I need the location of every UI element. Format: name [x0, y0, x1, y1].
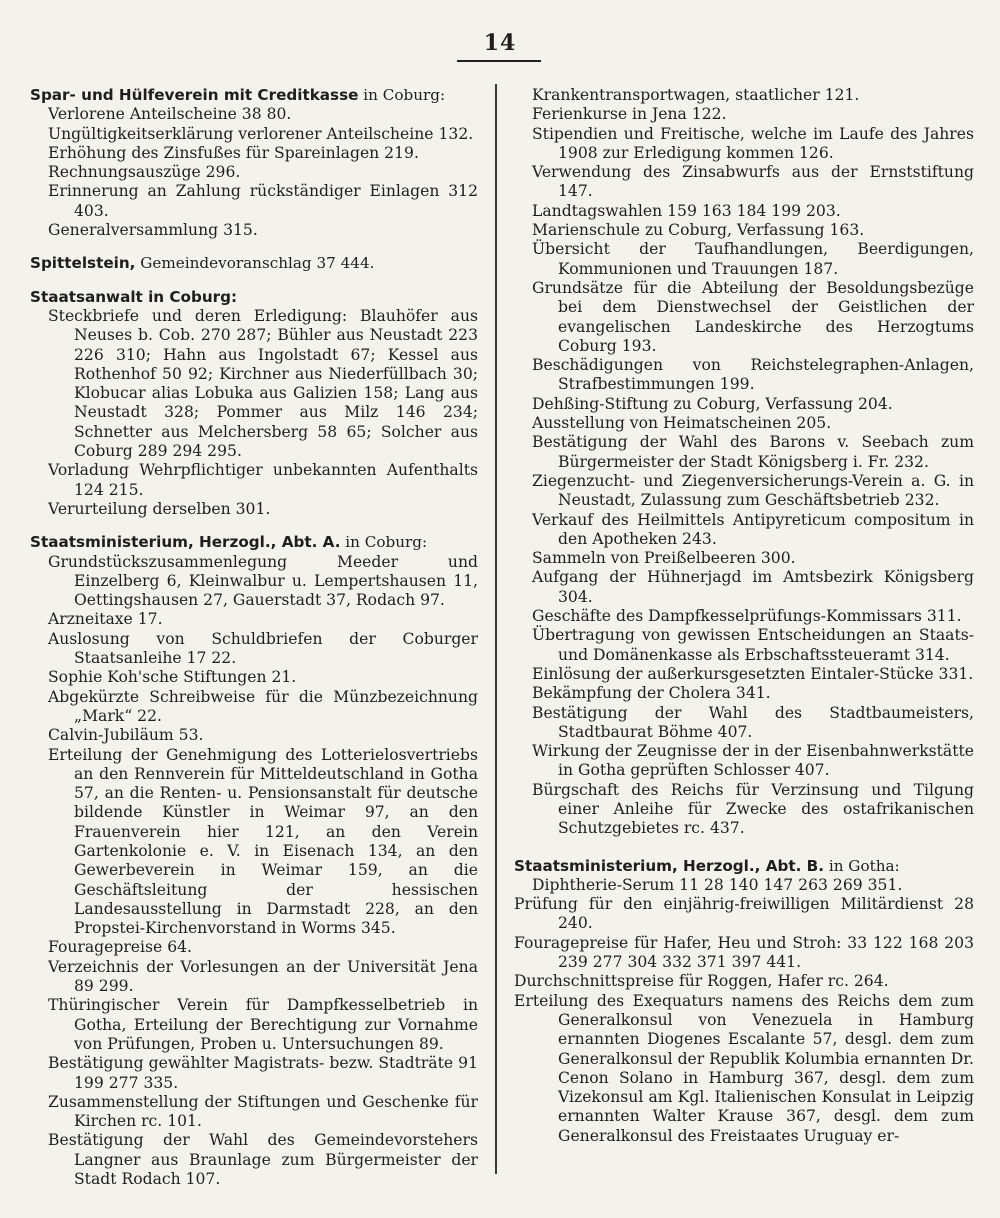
section-heading: Spittelstein, Gemeindevoranschlag 37 444. — [30, 254, 375, 273]
index-entry: Sophie Koh'sche Stiftungen 21. — [48, 668, 297, 687]
continued-entries — [514, 86, 974, 839]
section-spittelstein — [30, 254, 478, 273]
index-entry: Grundsätze für die Abteilung der Besoldungsbezüge bei dem Dienstwechsel der Geistlichen der evangelischen Landeskirche des Herzogtums Coburg 193. — [532, 278, 974, 355]
index-entry: Ungültigkeitserklärung verlorener Anteilscheine 132. — [48, 124, 474, 143]
index-entry: Aufgang der Hühnerjagd im Amtsbezirk Königsberg 304. — [532, 568, 974, 606]
index-entry: Landtagswahlen 159 163 184 199 203. — [532, 201, 841, 220]
section-staatsministerium-abt-b — [514, 857, 974, 1146]
index-entry: Bürgschaft des Reichs für Verzinsung und Tilgung einer Anleihe für Zwecke des ostafrikanischen Schutzgebietes rc. 437. — [532, 780, 974, 838]
index-entry: Bekämpfung der Cholera 341. — [532, 684, 771, 703]
index-entry: Bestätigung der Wahl des Stadtbaumeisters, Stadtbaurat Böhme 407. — [532, 703, 974, 741]
section-staatsanwalt — [30, 288, 478, 520]
section-heading: Staatsministerium, Herzogl., Abt. B. in Gotha: — [514, 856, 900, 875]
index-entry: Krankentransportwagen, staatlicher 121. — [532, 86, 860, 104]
index-entry: Verurteilung derselben 301. — [48, 499, 271, 518]
index-entry: Prüfung für den einjährig-freiwilligen Militärdienst 28 240. — [514, 895, 974, 933]
index-entry: Zusammenstellung der Stiftungen und Geschenke für Kirchen rc. 101. — [48, 1092, 478, 1131]
index-entry: Sammeln von Preißelbeeren 300. — [532, 549, 796, 568]
index-entry: Abgekürzte Schreibweise für die Münzbezeichnung „Mark“ 22. — [48, 687, 478, 725]
right-column — [514, 86, 974, 1160]
left-column — [30, 86, 478, 1203]
index-entry: Erteilung der Genehmigung des Lotterielosvertriebs an den Rennverein für Mitteldeutschland in Gotha 57, an die Renten- u. Pensionsanstalt für deutsche bildende Künstler in Weimar 97, an den Frauenverein hier 121, an den Verein Gartenkolonie e. V. in Eisenach 134, an den Gewerbeverein in Weimar 159, an die Geschäftsleitung der hessischen Landesausstellung in Darmstadt 228, an den Propstei-Kirchenvorstand in Worms 345. — [48, 745, 478, 938]
index-entry: Bestätigung der Wahl des Gemeindevorstehers Langner aus Braunlage zum Bürgermeister der Stadt Rodach 107. — [48, 1131, 478, 1189]
index-entry: Calvin-Jubiläum 53. — [48, 726, 204, 745]
index-entry: Vorladung Wehrpflichtiger unbekannten Aufenthalts 124 215. — [48, 461, 478, 499]
section-heading: Staatsanwalt in Coburg: — [30, 287, 238, 306]
index-entry: Übertragung von gewissen Entscheidungen an Staats- und Domänenkasse als Erbschaftssteueramt 314. — [532, 626, 974, 664]
index-entry: Ziegenzucht- und Ziegenversicherungs-Verein a. G. in Neustadt, Zulassung zum Geschäftsbetrieb 232. — [532, 471, 974, 510]
index-entry: Beschädigungen von Reichstelegraphen-Anlagen, Strafbestimmungen 199. — [532, 356, 974, 394]
index-entry: Einlösung der außerkursgesetzten Eintaler-Stücke 331. — [532, 664, 974, 683]
index-entry: Bestätigung der Wahl des Barons v. Seebach zum Bürgermeister der Stadt Königsberg i. Fr. 232. — [532, 433, 974, 471]
index-entry: Fouragepreise 64. — [48, 938, 192, 957]
index-entry: Verlorene Anteilscheine 38 80. — [48, 105, 292, 124]
index-entry: Generalversammlung 315. — [48, 221, 258, 240]
header-rule — [457, 60, 541, 62]
section-spar-huelfeverein — [30, 86, 478, 240]
index-entry: Verzeichnis der Vorlesungen an der Universität Jena 89 299. — [48, 957, 478, 996]
index-entry: Marienschule zu Coburg, Verfassung 163. — [532, 221, 865, 240]
index-entry: Erhöhung des Zinsfußes für Spareinlagen 219. — [48, 143, 419, 162]
index-entry: Verwendung des Zinsabwurfs aus der Ernststiftung 147. — [532, 163, 974, 201]
index-entry: Durchschnittspreise für Roggen, Hafer rc. 264. — [514, 972, 889, 991]
index-entry: Erinnerung an Zahlung rückständiger Einlagen 312 403. — [48, 182, 478, 220]
index-entry: Steckbriefe und deren Erledigung: Blauhöfer aus Neuses b. Cob. 270 287; Bühler aus Neustadt 223 226 310; Hahn aus Ingolstadt 67; Kessel aus Rothenhof 50 92; Kirchner aus Niederfüllbach 30; Klobucar alias Lobuka aus Galizien 158; Lang aus Neustadt 328; Pommer aus Milz 146 234; Schnetter aus Melchersberg 58 65; Solcher aus Coburg 289 294 295. — [48, 306, 478, 461]
section-heading: Spar- und Hülfeverein mit Creditkasse in Coburg: — [30, 86, 446, 104]
index-entry: Grundstückszusammenlegung Meeder und Einzelberg 6, Kleinwalbur u. Lempertshausen 11, Oettingshausen 27, Gauerstadt 37, Rodach 97. — [48, 552, 478, 610]
index-entry: Dehßing-Stiftung zu Coburg, Verfassung 204. — [532, 394, 893, 413]
section-heading: Staatsministerium, Herzogl., Abt. A. in Coburg: — [30, 533, 428, 552]
index-entry: Rechnungsauszüge 296. — [48, 163, 241, 182]
index-entry: Thüringischer Verein für Dampfkesselbetrieb in Gotha, Erteilung der Berechtigung zur Vornahme von Prüfungen, Proben u. Untersuchungen 89. — [48, 996, 478, 1053]
index-entry: Diphtherie-Serum 11 28 140 147 263 269 351. — [532, 875, 903, 894]
column-divider — [495, 84, 497, 1174]
index-entry: Ausstellung von Heimatscheinen 205. — [532, 414, 832, 433]
index-entry: Bestätigung gewählter Magistrats- bezw. Stadträte 91 199 277 335. — [48, 1054, 478, 1092]
index-entry: Erteilung des Exequaturs namens des Reichs dem zum Generalkonsul von Venezuela in Hamburg ernannten Diogenes Escalante 57, desgl. dem zum Generalkonsul der Republik Kolumbia ernannten Dr. Cenon Solano in Hamburg 367, desgl. dem zum Vizekonsul am Kgl. Italienischen Konsulat in Leipzig ernannten Walter Krause 367, desgl. dem zum Generalkonsul des Freistaates Uruguay er- — [514, 991, 975, 1145]
index-entry: Auslosung von Schuldbriefen der Coburger Staatsanleihe 17 22. — [48, 629, 478, 668]
index-entry: Fouragepreise für Hafer, Heu und Stroh: 33 122 168 203 239 277 304 332 371 397 441. — [514, 933, 974, 972]
index-entry: Wirkung der Zeugnisse der in der Eisenbahnwerkstätte in Gotha geprüften Schlosser 407. — [532, 742, 974, 780]
index-entry: Übersicht der Taufhandlungen, Beerdigungen, Kommunionen und Trauungen 187. — [532, 240, 974, 278]
index-entry: Stipendien und Freitische, welche im Laufe des Jahres 1908 zur Erledigung kommen 126. — [532, 124, 974, 162]
index-entry: Arzneitaxe 17. — [48, 610, 163, 629]
index-entry: Geschäfte des Dampfkesselprüfungs-Kommissars 311. — [532, 607, 962, 626]
section-staatsministerium-abt-a — [30, 533, 478, 1189]
index-entry: Verkauf des Heilmittels Antipyreticum compositum in den Apotheken 243. — [532, 510, 974, 548]
page-number: 14 — [483, 30, 517, 56]
index-entry: Ferienkurse in Jena 122. — [532, 105, 727, 124]
